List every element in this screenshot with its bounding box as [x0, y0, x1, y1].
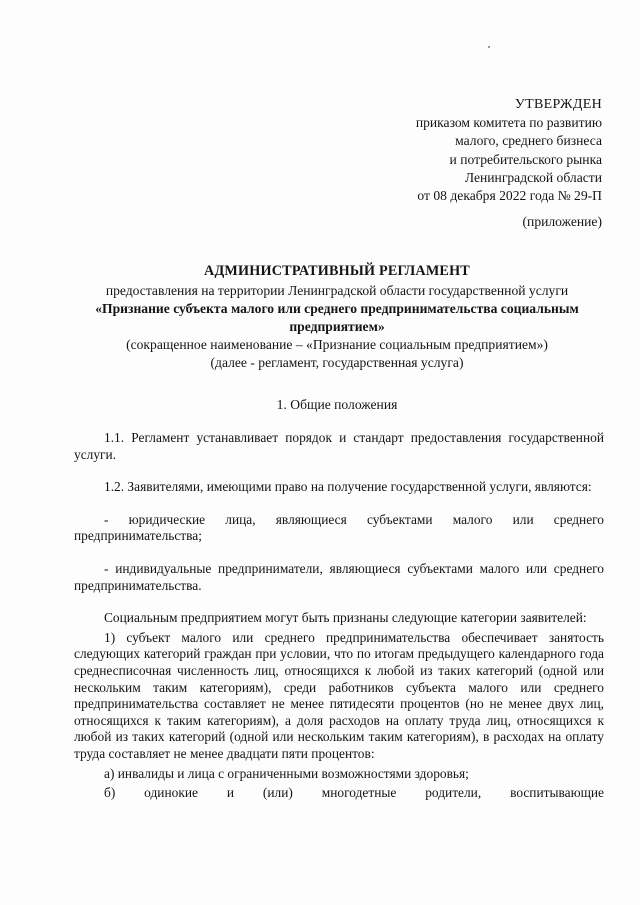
- service-name-line: «Признание субъекта малого или среднего предпринимательства социальным: [95, 301, 579, 316]
- approval-line: и потребительского рынка: [449, 151, 602, 167]
- approval-stamp-block: [416, 96, 602, 205]
- further-reference-line: (далее - регламент, государственная услуга): [210, 355, 464, 370]
- title-subline: предоставления на территории Ленинградской области государственной услуги: [105, 283, 569, 298]
- document-body: [74, 430, 604, 802]
- short-name-line: (сокращенное наименование – «Признание социальным предприятием»): [126, 337, 548, 352]
- paragraph: а) инвалиды и лица с ограниченными возможностями здоровья;: [104, 765, 469, 781]
- paragraph: Социальным предприятием могут быть признаны следующие категории заявителей:: [104, 610, 587, 626]
- scan-speck: [488, 46, 490, 48]
- paragraph: 1.1. Регламент устанавливает порядок и стандарт предоставления государственной услуги.: [74, 430, 604, 462]
- paragraph: - индивидуальные предприниматели, являющиеся субъектами малого или среднего предпринимательства.: [74, 560, 604, 593]
- approval-line: от 08 декабря 2022 года № 29-П: [417, 188, 602, 204]
- paragraph: - юридические лица, являющиеся субъектами малого или среднего предпринимательства;: [74, 511, 604, 544]
- service-name-line: предприятием»: [289, 319, 385, 334]
- regulation-title-block: [70, 262, 604, 372]
- section-heading: 1. Общие положения: [276, 397, 398, 412]
- approval-line: приказом комитета по развитию: [415, 115, 602, 131]
- document-title: АДМИНИСТРАТИВНЫЙ РЕГЛАМЕНТ: [204, 263, 470, 279]
- paragraph: б) одинокие и (или) многодетные родители, воспитывающие: [104, 785, 604, 801]
- approval-line: Ленинградской области: [464, 169, 602, 185]
- paragraph: 1) субъект малого или среднего предпринимательства обеспечивает занятость следующих категорий граждан при условии, что по итогам предыдущего календарного года среднесписочная численность лиц, относящихся к любой из таких категорий (одной или нескольким таким категориям), среди работников субъекта малого или среднего предпринимательства составляет не менее пятидесяти процентов (но не менее двух лиц, относящихся к таким категориям), а доля расходов на оплату труда лиц, относящихся к любой из таких категорий (одной или нескольким таким категориям), в расходах на оплату труда составляет не менее двадцати пяти процентов:: [74, 629, 604, 761]
- approval-heading: УТВЕРЖДЕН: [514, 97, 602, 112]
- approval-line: малого, среднего бизнеса: [455, 133, 602, 149]
- paragraph: 1.2. Заявителями, имеющими право на получение государственной услуги, являются:: [104, 479, 592, 495]
- appendix-note: (приложение): [522, 214, 602, 229]
